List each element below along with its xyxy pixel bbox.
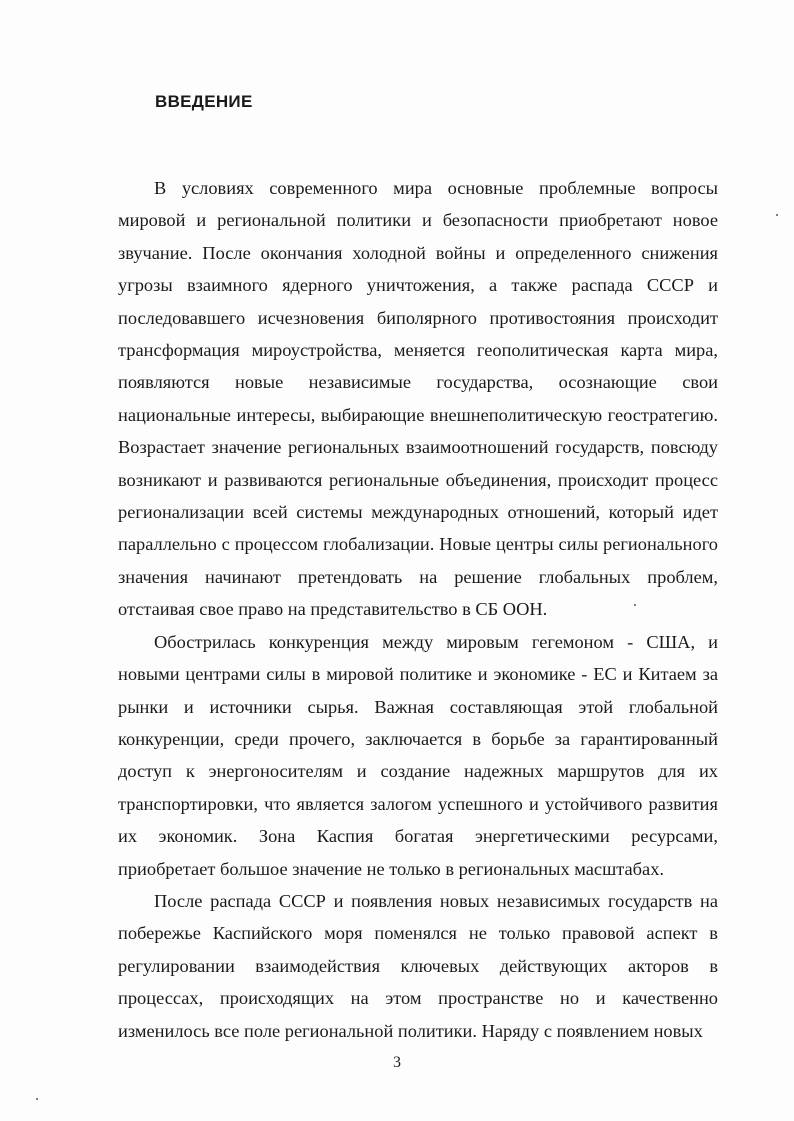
scan-speck	[634, 604, 636, 606]
scan-speck	[776, 214, 778, 216]
paragraph-2: Обострилась конкуренция между мировым гегемоном - США, и новыми центрами силы в мировой политике и экономике - ЕС и Китаем за рынки и источники сырья. Важная составляющая этой глобальной конкуренции, среди прочего, заключается в борьбе за гарантированный доступ к энергоносителям и создание надежных маршрутов для их транспортировки, что является залогом успешного и устойчивого развития их экономик. Зона Каспия богатая энергетическими ресурсами, приобретает большое значение не только в региональных масштабах.	[118, 631, 718, 879]
paragraph-3: После распада СССР и появления новых независимых государств на побережье Каспийского моря поменялся не только правовой аспект в регулировании взаимодействия ключевых действующих акторов в процессах, происходящих на этом пространстве но и качественно изменилось все поле региональной политики. Наряду с появлением новых	[118, 890, 718, 1041]
scan-speck	[36, 1098, 38, 1100]
body-text	[118, 172, 718, 1047]
paragraph-1: В условиях современного мира основные проблемные вопросы мировой и региональной политики и безопасности приобретают новое звучание. После окончания холодной войны и определенного снижения угрозы взаимного ядерного уничтожения, а также распада СССР и последовавшего исчезновения биполярного противостояния происходит трансформация мироустройства, меняется геополитическая карта мира, появляются новые независимые государства, осознающие свои национальные интересы, выбирающие внешнеполитическую геостратегию. Возрастает значение региональных взаимоотношений государств, повсюду возникают и развиваются региональные объединения, происходит процесс регионализации всей системы международных отношений, который идет параллельно с процессом глобализации. Новые центры силы регионального значения начинают претендовать на решение глобальных проблем, отстаивая свое право на представительство в СБ ООН.	[118, 178, 718, 620]
page-number: 3	[393, 1054, 401, 1071]
page-heading: ВВЕДЕНИЕ	[155, 92, 253, 111]
